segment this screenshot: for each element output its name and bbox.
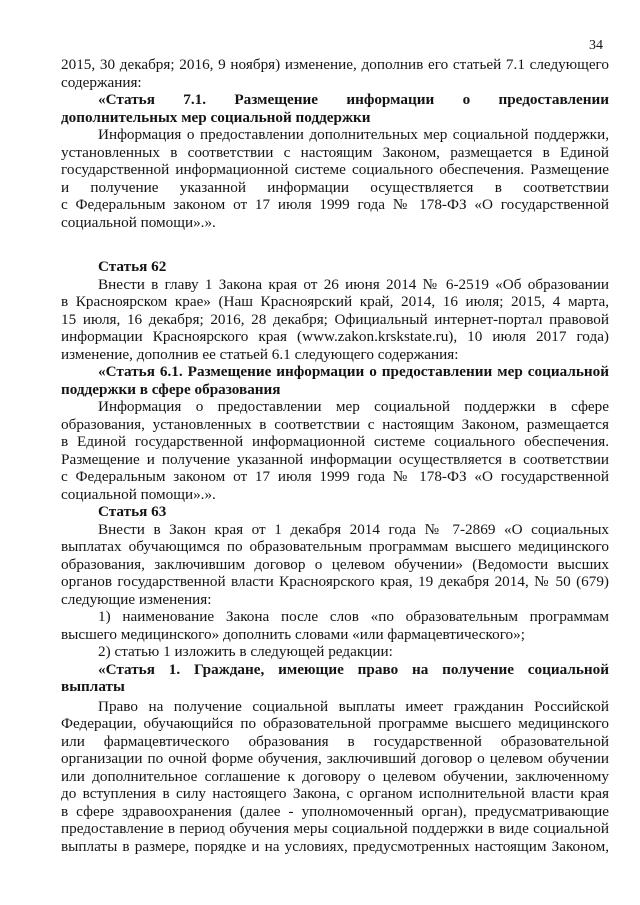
text-line: в Красноярском крае» (Наш Красноярский край, 2014, 16 июля; 2015, 4 марта,: [61, 293, 609, 310]
page-number: 34: [589, 38, 603, 53]
text-line: выплаты в размере, порядке и на условиях, предусмотренных настоящим Законом,: [61, 837, 609, 855]
heading-line: Статья 63: [98, 503, 167, 520]
heading-line: Статья 62: [98, 258, 167, 275]
text-line: в сфере здравоохранения (далее - уполномоченный орган), предусматривающие: [61, 802, 609, 820]
text-line: Информация о предоставлении мер социальной поддержки в сфере: [98, 398, 609, 415]
text-line: Размещение и получение указанной информации осуществляется в соответствии: [61, 450, 609, 468]
text-line: 1) наименование Закона после слов «по образовательным программам: [98, 608, 609, 625]
text-line: образования, установленных в соответствии с настоящим Законом, размещается: [61, 415, 609, 433]
text-line: или дополнительное соглашение к договору о целевом обучении, заключенному: [61, 767, 609, 785]
heading-line: «Статья 6.1. Размещение информации о предоставлении мер социальной: [98, 363, 609, 380]
text-line: в Единой государственной информационной системе социального обеспечения.: [61, 433, 609, 450]
document-body: [61, 56, 609, 855]
text-line: информации Красноярского края (www.zakon.krskstate.ru), 10 июля 2017 года): [61, 328, 609, 345]
text-line: и получение указанной информации осуществляется в соответствии: [61, 178, 609, 196]
text-line: 2015, 30 декабря; 2016, 9 ноября) изменение, дополнив его статьей 7.1 следующего: [61, 56, 609, 73]
text-line: до вступления в силу настоящего Закона, с органом исполнительной власти края: [61, 785, 609, 802]
text-line: Внести в Закон края от 1 декабря 2014 года № 7-2869 «О социальных: [98, 520, 609, 538]
text-line: государственной информационной системе социального обеспечения. Размещение: [61, 161, 609, 178]
text-line: с Федеральным законом от 17 июля 1999 года № 178-ФЗ «О государственной: [61, 196, 609, 213]
heading-line: выплаты: [61, 678, 125, 695]
text-line: выплатах обучающимся по образовательным программам высшего медицинского: [61, 538, 609, 555]
text-line: высшего медицинского» дополнить словами «или фармацевтического»;: [61, 625, 525, 643]
text-line: 2) статью 1 изложить в следующей редакции:: [98, 643, 393, 660]
heading-line: поддержки в сфере образования: [61, 380, 281, 398]
text-line: установленных в соответствии с настоящим Законом, размещается в Единой: [61, 143, 609, 161]
heading-line: дополнительных мер социальной поддержки: [61, 108, 371, 126]
text-line: органов государственной власти Красноярского края, 19 декабря 2014, № 50 (679): [61, 573, 609, 590]
text-line: Федерации, обучающийся по образовательной программе высшего медицинского: [61, 715, 609, 732]
text-line: Внести в главу 1 Закона края от 26 июня 2014 № 6-2519 «Об образовании: [98, 275, 609, 293]
heading-line: «Статья 1. Граждане, имеющие право на получение социальной: [98, 660, 609, 678]
text-line: организации по очной форме обучения, заключивший договор о целевом обучении: [61, 750, 609, 767]
text-line: предоставление в период обучения меры социальной поддержки в виде социальной: [61, 820, 609, 837]
heading-line: «Статья 7.1. Размещение информации о предоставлении: [98, 91, 609, 108]
text-line: социальной помощи».».: [61, 485, 216, 503]
text-line: с Федеральным законом от 17 июля 1999 года № 178-ФЗ «О государственной: [61, 468, 609, 485]
spacer: [61, 231, 609, 258]
text-line: содержания:: [61, 73, 142, 91]
text-line: образования, заключившим договор о целевом обучении» (Ведомости высших: [61, 555, 609, 573]
text-line: социальной помощи».».: [61, 213, 216, 231]
text-line: следующие изменения:: [61, 590, 212, 608]
text-line: или фармацевтического образования в государственной образовательной: [61, 732, 609, 750]
text-line: 15 июля, 16 декабря; 2016, 28 декабря; Официальный интернет-портал правовой: [61, 310, 609, 328]
text-line: Информация о предоставлении дополнительных мер социальной поддержки,: [98, 126, 609, 143]
text-line: Право на получение социальной выплаты имеет гражданин Российской: [98, 697, 609, 715]
text-line: изменение, дополнив ее статьей 6.1 следующего содержания:: [61, 345, 459, 363]
